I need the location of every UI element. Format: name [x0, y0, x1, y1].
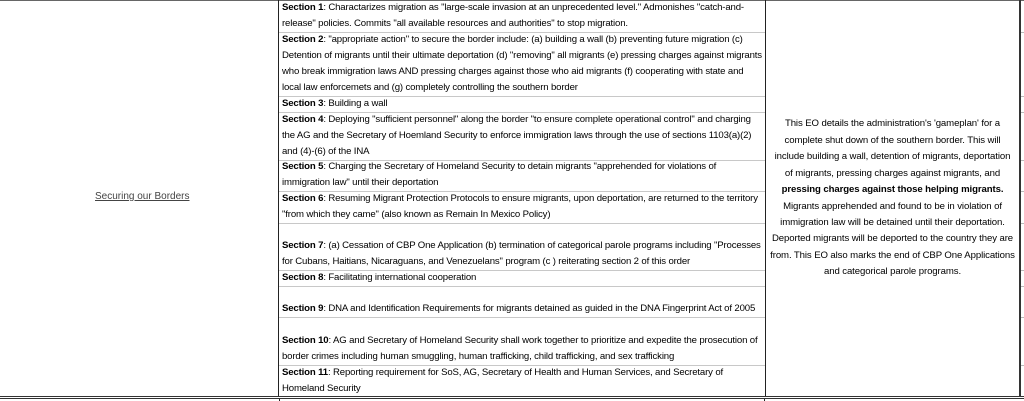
- summary-part: Migrants apprehended and found to be in violation of immigration law will be detained until their deportation. Deported migrants will be deported to the country they are from. This EO also marks the end of CBP One Applications and categorical parole programs.: [770, 200, 1015, 278]
- section-text: [282, 191, 762, 223]
- section-text: [282, 270, 476, 286]
- section-row[interactable]: [279, 0, 765, 33]
- section-description: : Deploying "sufficient personnel" along the border "to ensure complete operational control" and charging the AG and the Secretary of Hoemland Security to enforce immigration laws through the use of sections 1103(a)(2) and (4)-(6) of the INA: [282, 114, 752, 157]
- title-cell[interactable]: [0, 0, 279, 397]
- eo-title-link[interactable]: Securing our Borders: [95, 191, 190, 202]
- section-text: [282, 301, 755, 317]
- section-label: Section 4: [282, 114, 324, 125]
- section-label: Section 5: [282, 161, 324, 172]
- section-text: [282, 112, 762, 160]
- section-description: : Resuming Migrant Protection Protocols to ensure migrants, upon deportation, are returned to the territory "from which they came" (also known as Remain In Mexico Policy): [282, 193, 758, 220]
- section-row[interactable]: [279, 113, 765, 161]
- section-label: Section 11: [282, 367, 328, 378]
- sections-cell[interactable]: [279, 0, 765, 397]
- section-label: Section 2: [282, 34, 324, 45]
- summary-cell[interactable]: [765, 0, 1021, 397]
- section-text: [282, 333, 762, 365]
- section-description: : Reporting requirement for SoS, AG, Secretary of Health and Human Services, and Secretary of Homeland Security: [282, 367, 724, 394]
- section-label: Section 1: [282, 2, 324, 13]
- section-row[interactable]: [279, 271, 765, 287]
- section-label: Section 7: [282, 240, 324, 251]
- section-label: Section 8: [282, 272, 324, 283]
- section-description: : "appropriate action" to secure the border include: (a) building a wall (b) preventing future migration (c) Detention of migrants until their ultimate deportation (d) "removing" all migrants (e) pressing charges against migrants who break immigration laws AND pressing charges against those who aid migrants (f) cooperating with state and local law enforcemets and (g) completely controlling the southern border: [282, 34, 762, 93]
- section-label: Section 10: [282, 335, 329, 346]
- section-row[interactable]: [279, 224, 765, 271]
- summary-bold: pressing charges against those helping migrants.: [781, 184, 1004, 196]
- summary-part: This EO details the administration's 'gameplan' for a complete shut down of the southern border. This will include building a wall, detention of migrants, deportation of migrants, pressing charges against migrants, and: [774, 118, 1011, 179]
- section-description: : DNA and Identification Requirements for migrants detained as guided in the DNA Fingerprint Act of 2005: [323, 303, 756, 314]
- section-label: Section 9: [282, 303, 324, 314]
- section-text: [282, 96, 387, 112]
- section-text: [282, 0, 762, 32]
- section-label: Section 3: [282, 98, 324, 109]
- section-description: : Facilitating international cooperation: [323, 272, 477, 283]
- section-text: [282, 159, 762, 191]
- section-description: : (a) Cessation of CBP One Application (b) termination of categorical parole programs including "Processes for Cubans, Haitians, Nicaraguans, and Venezuelans" program (c ) reiterating section 2 of this order: [282, 240, 761, 267]
- section-text: [282, 32, 762, 96]
- summary-text: [770, 116, 1016, 280]
- section-row[interactable]: [279, 33, 765, 97]
- section-description: : Charactarizes migration as "large-scale invasion at an unprecedented level." Admonishes "catch-and-release" policies. Commits "all available resources and authorities" to stop migration.: [282, 2, 744, 29]
- section-row[interactable]: [279, 287, 765, 318]
- section-row[interactable]: [279, 161, 765, 192]
- section-description: : AG and Secretary of Homeland Security shall work together to prioritize and expedite the prosecution of border crimes including human smuggling, human trafficking, child trafficking, and sex trafficking: [282, 335, 758, 362]
- section-row[interactable]: [279, 97, 765, 113]
- section-text: [282, 365, 762, 397]
- section-description: : Building a wall: [323, 98, 388, 109]
- section-row[interactable]: [279, 318, 765, 366]
- section-text: [282, 238, 762, 270]
- section-row[interactable]: [279, 366, 765, 397]
- section-label: Section 6: [282, 193, 324, 204]
- section-row[interactable]: [279, 192, 765, 224]
- section-description: : Charging the Secretary of Homeland Security to detain migrants "apprehended for violations of immigration law" until their deportation: [282, 161, 717, 188]
